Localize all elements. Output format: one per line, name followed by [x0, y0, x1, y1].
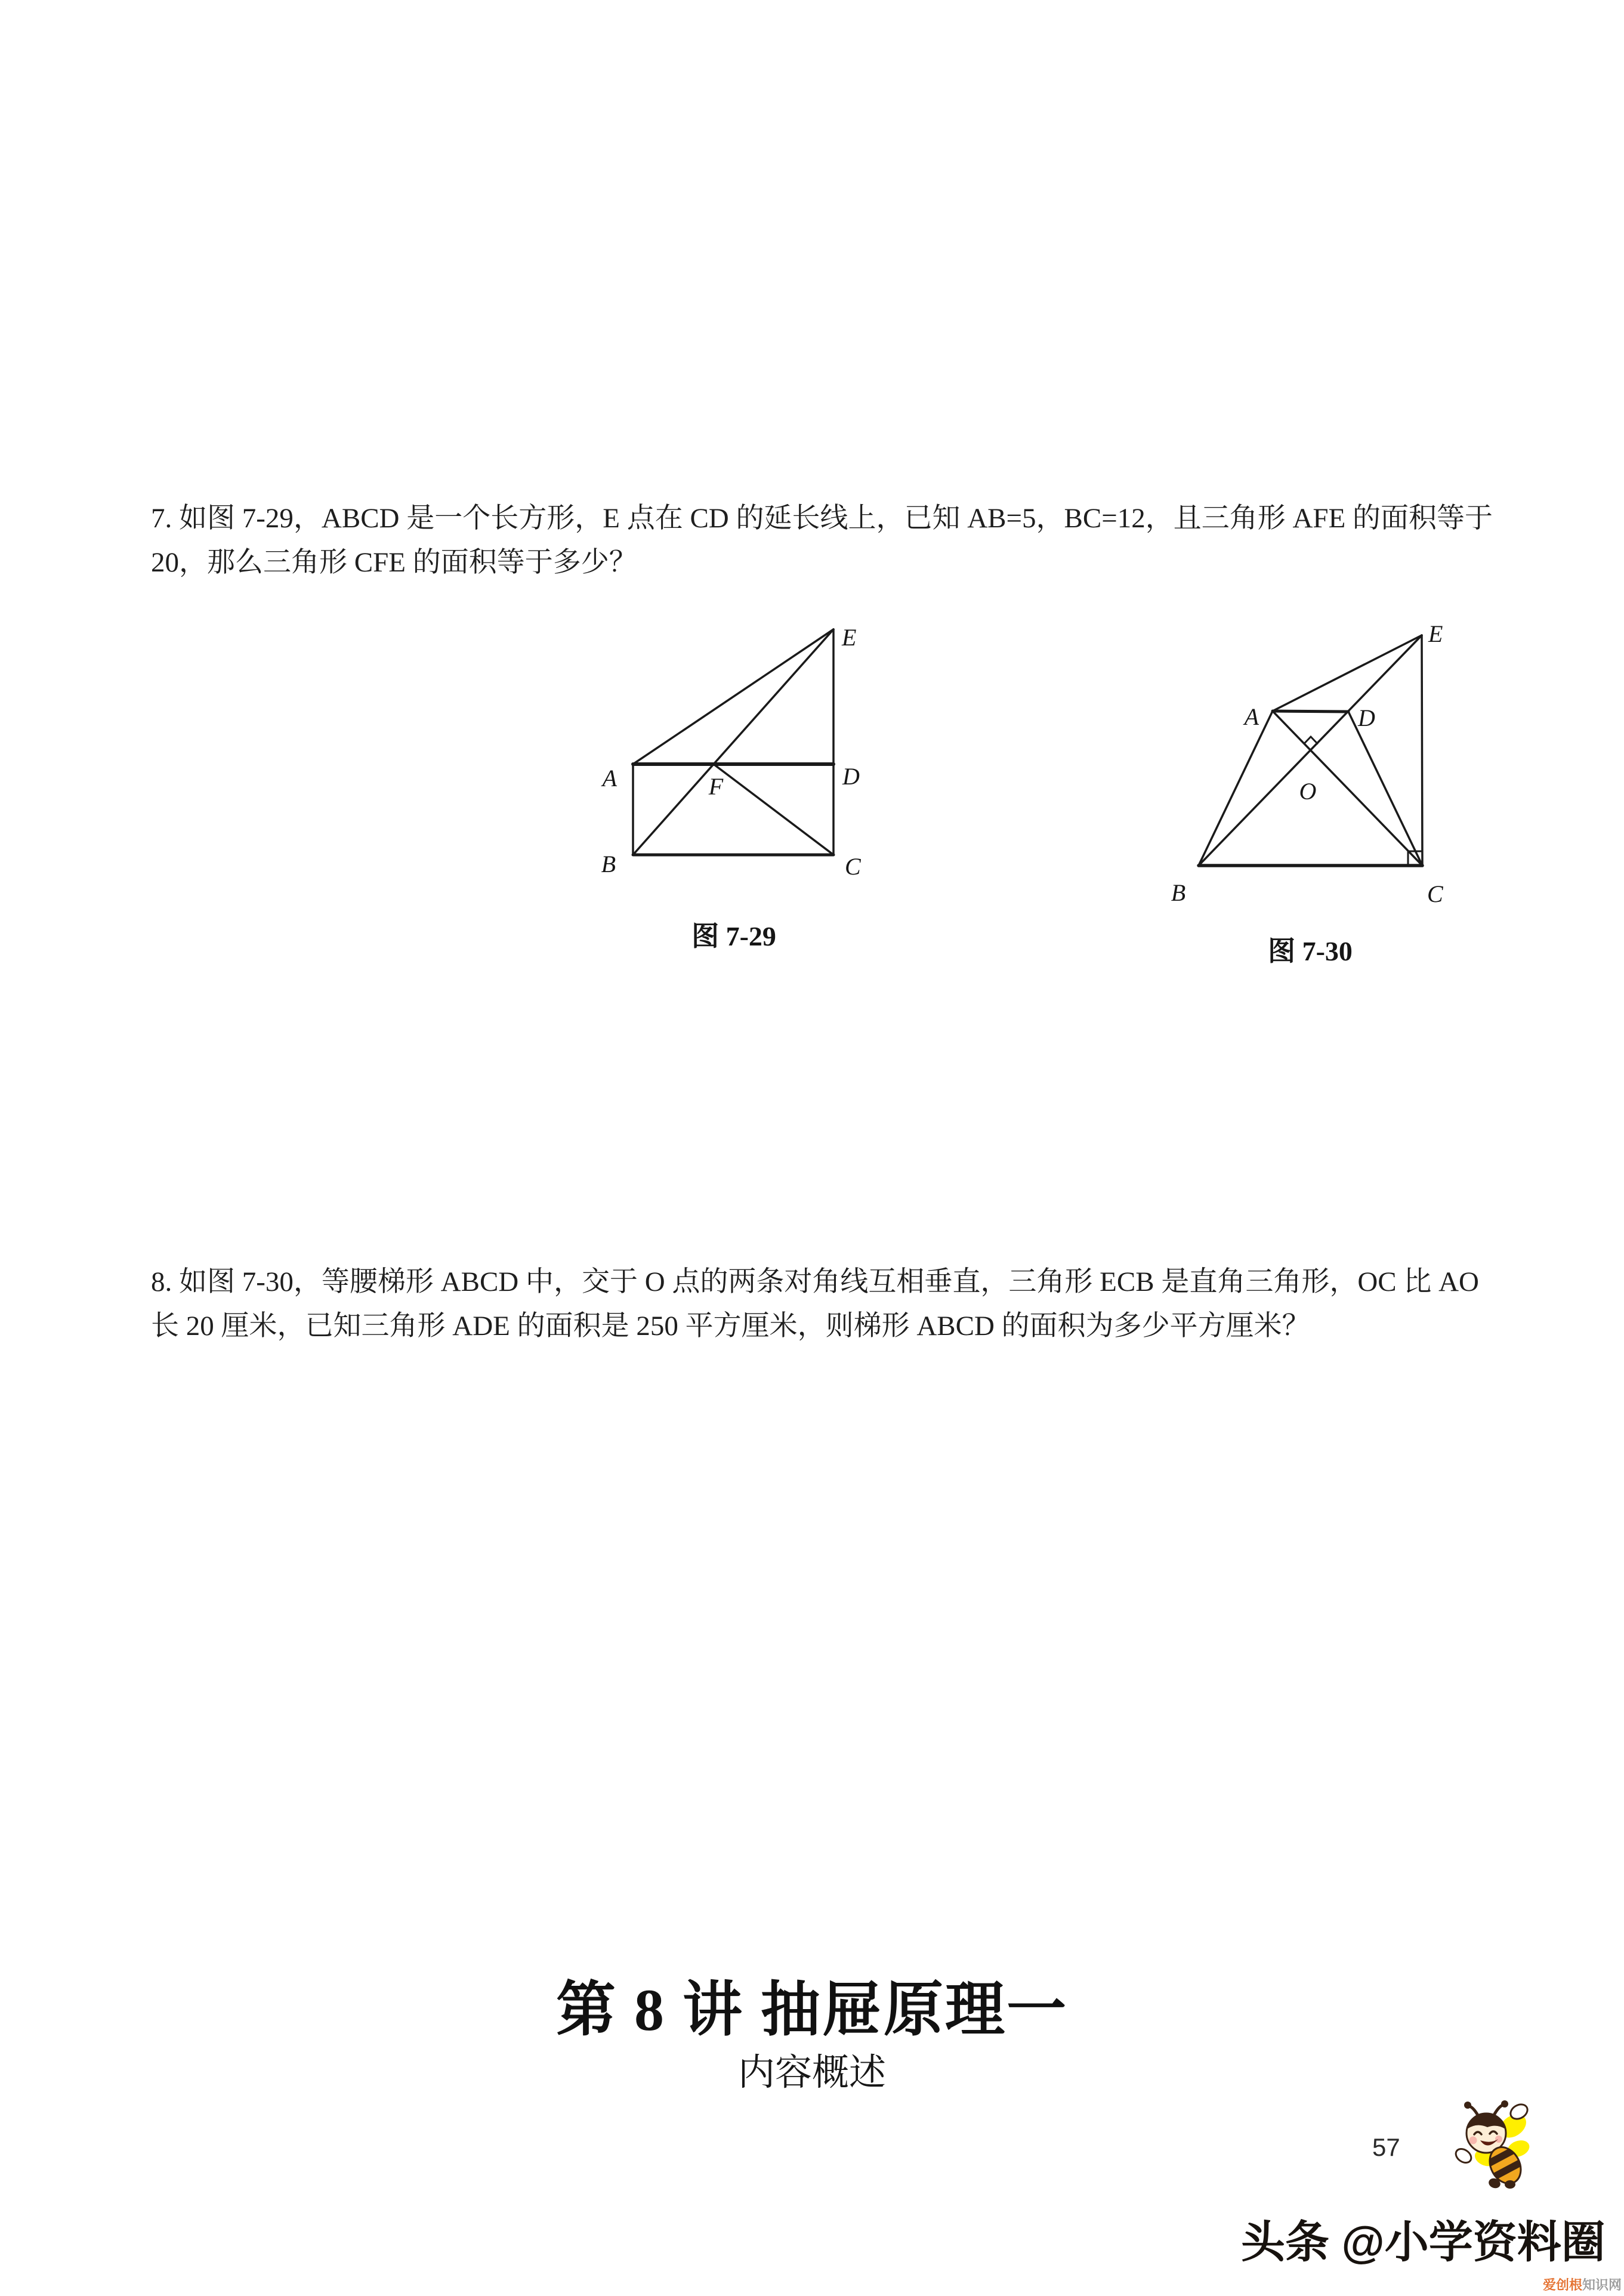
page-number: 57 — [1372, 2133, 1400, 2161]
problem-8-line-1: 8. 如图 7-30，等腰梯形 ABCD 中，交于 O 点的两条对角线互相垂直，三角形 ECB 是直角三角形，OC 比 AO — [151, 1266, 1480, 1297]
figure-7-30-caption: 图 7-30 — [1268, 936, 1353, 966]
watermark-site — [1543, 2275, 1622, 2294]
fig30-label-a: A — [1244, 703, 1259, 730]
fig29-label-c: C — [845, 853, 861, 880]
section-title: 第 8 讲 抽屉原理一 — [556, 1977, 1068, 2043]
problem-7 — [151, 496, 1493, 585]
fig30-label-b: B — [1171, 879, 1186, 906]
problem-7-line-1: 7. 如图 7-29，ABCD 是一个长方形，E 点在 CD 的延长线上，已知 AB=5，BC=12，且三角形 AFE 的面积等于 — [151, 503, 1493, 534]
fig29-label-d: D — [842, 763, 860, 790]
watermark-toutiao: 头条 @小学资料圈 — [1241, 2217, 1606, 2267]
figure-7-29 — [591, 614, 877, 984]
problem-8-line-2: 长 20 厘米，已知三角形 ADE 的面积是 250 平方厘米，则梯形 ABCD 的面积为多少平方厘米？ — [151, 1311, 1310, 1342]
fig30-label-d: D — [1358, 704, 1375, 731]
figure-7-30 — [1157, 614, 1492, 984]
fig29-label-b: B — [601, 851, 616, 877]
watermark-site-orange: 爱创根 — [1543, 2278, 1583, 2292]
figure-7-30-diagram — [1157, 614, 1492, 919]
fig30-label-e: E — [1428, 620, 1443, 647]
fig29-label-f: F — [708, 773, 724, 800]
watermark-site-gray: 知识网 — [1582, 2278, 1622, 2292]
problem-7-line-2: 20，那么三角形 CFE 的面积等于多少？ — [151, 547, 637, 578]
fig30-label-c: C — [1427, 880, 1443, 907]
problem-8 — [151, 1260, 1479, 1348]
fig29-label-e: E — [842, 624, 857, 651]
figure-7-29-diagram — [591, 614, 877, 913]
fig29-label-a: A — [602, 765, 617, 792]
fig30-label-o: O — [1299, 778, 1317, 805]
figure-7-29-caption: 图 7-29 — [691, 921, 776, 951]
section-subtitle: 内容概述 — [737, 2053, 886, 2093]
bee-mascot-icon — [1452, 2099, 1532, 2189]
